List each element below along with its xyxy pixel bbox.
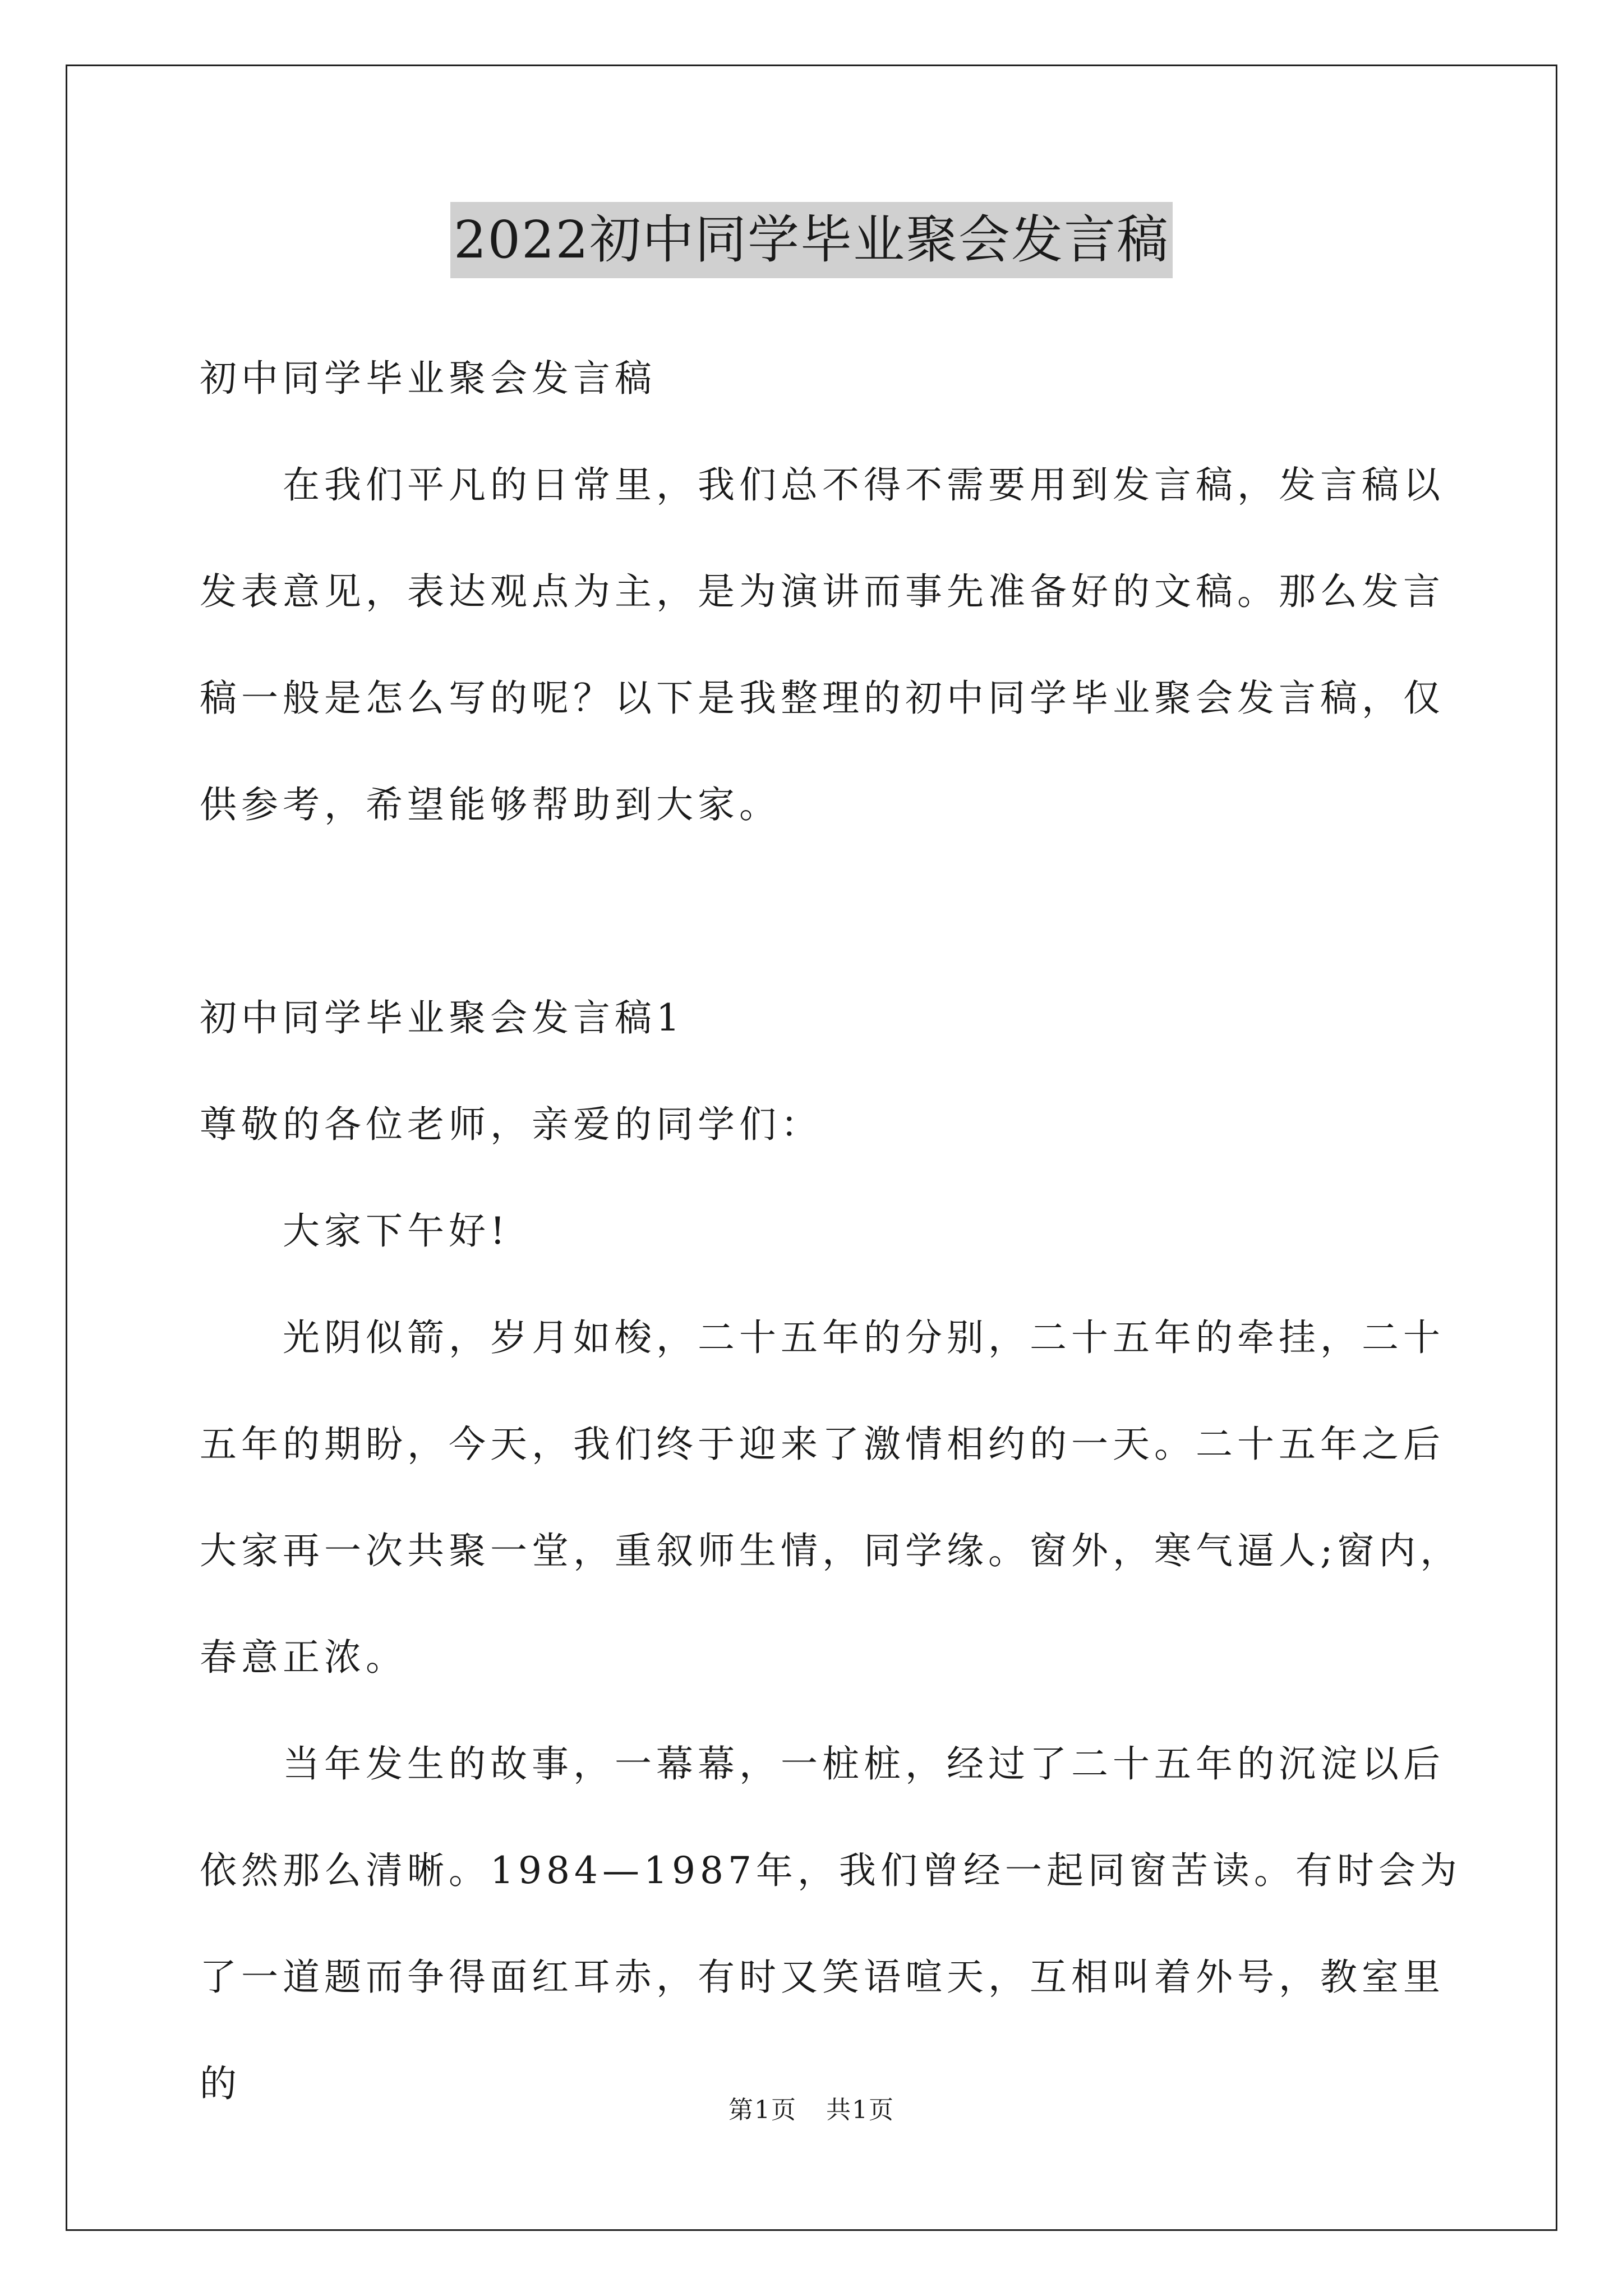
- greeting: 大家下午好!: [283, 1209, 510, 1253]
- body-paragraph-2: 当年发生的故事，一幕幕，一桩桩，经过了二十五年的沉淀以后依然那么清晰。1984—1987年，我们曾经一起同窗苦读。有时会为了一道题而争得面红耳赤，有时又笑语喧天，互相叫着外号，教室里的: [200, 1742, 1461, 2105]
- page-number-current: 第1页: [728, 2096, 797, 2124]
- document-title: 2022初中同学毕业聚会发言稿: [450, 202, 1173, 278]
- title-wrap: [0, 202, 1623, 278]
- intro-paragraph: 在我们平凡的日常里，我们总不得不需要用到发言稿，发言稿以发表意见，表达观点为主，是为演讲而事先准备好的文稿。那么发言稿一般是怎么写的呢？以下是我整理的初中同学毕业聚会发言稿，仅供参考，希望能够帮助到大家。: [200, 463, 1445, 826]
- page-number-total: 共1页: [826, 2096, 895, 2124]
- section-heading: 初中同学毕业聚会发言稿1: [200, 996, 684, 1039]
- body-paragraph-1: 光阴似箭，岁月如梭，二十五年的分别，二十五年的牵挂，二十五年的期盼，今天，我们终于迎来了激情相约的一天。二十五年之后大家再一次共聚一堂，重叙师生情，同学缘。窗外，寒气逼人;窗内，春意正浓。: [200, 1316, 1462, 1679]
- page-footer: [0, 2093, 1623, 2127]
- salutation: 尊敬的各位老师，亲爱的同学们：: [200, 1103, 822, 1146]
- document-subtitle: 初中同学毕业聚会发言稿: [200, 357, 656, 400]
